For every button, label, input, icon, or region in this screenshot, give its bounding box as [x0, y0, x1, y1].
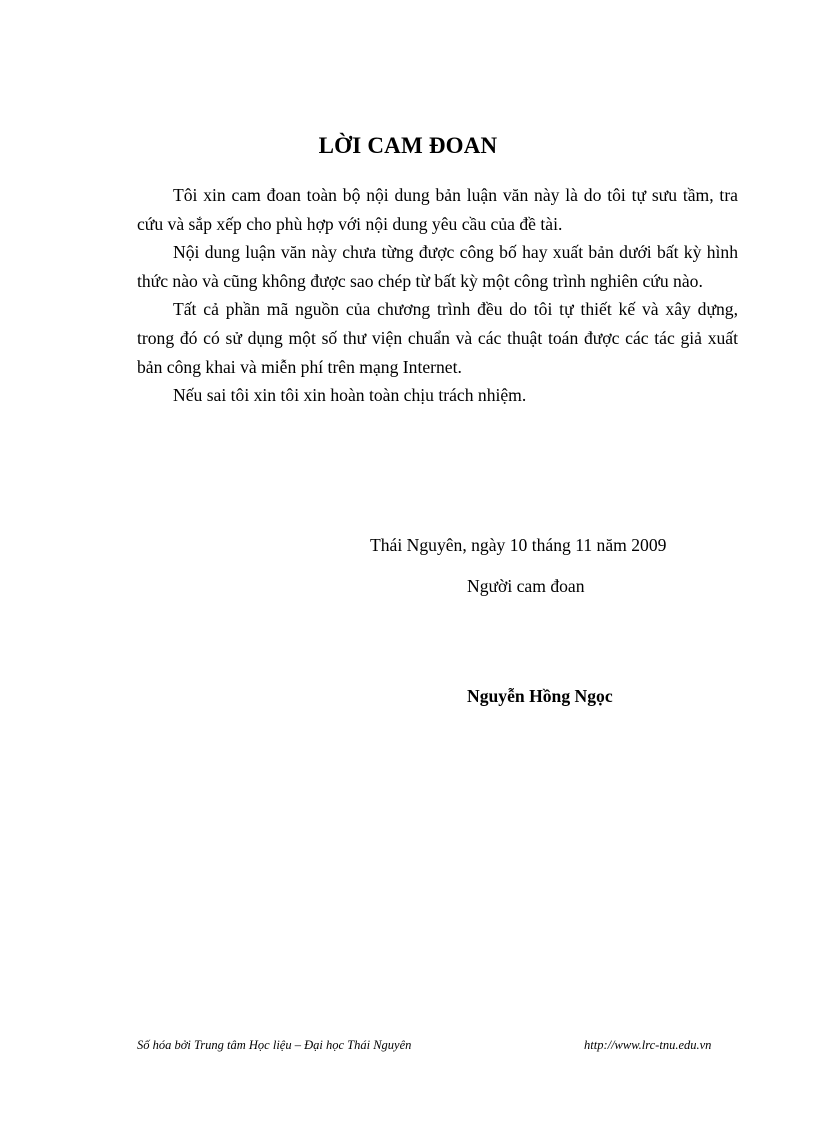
footer-url: http://www.lrc-tnu.edu.vn — [584, 1038, 712, 1052]
footer-credit: Số hóa bởi Trung tâm Học liệu – Đại học Thái Nguyên — [137, 1038, 412, 1052]
signature-role: Người cam đoan — [467, 576, 585, 596]
paragraph-4: Nếu sai tôi xin tôi xin hoàn toàn chịu trách nhiệm. — [173, 385, 527, 406]
paragraph-3: Tất cả phần mã nguồn của chương trình đều do tôi tự thiết kế và xây dựng, trong đó có sử dụng một số thư viện chuẩn và các thuật toán được các tác giả xuất bản công khai và miễn phí trên mạng Internet. — [137, 299, 738, 377]
paragraph-1: Tôi xin cam đoan toàn bộ nội dung bản luận văn này là do tôi tự sưu tầm, tra cứu và sắp xếp cho phù hợp với nội dung yêu cầu của đề tài. — [137, 185, 738, 234]
signature-name: Nguyễn Hồng Ngọc — [467, 686, 613, 706]
signature-place-date: Thái Nguyên, ngày 10 tháng 11 năm 2009 — [370, 535, 667, 555]
page-title: LỜI CAM ĐOAN — [318, 133, 498, 158]
document-body — [137, 181, 738, 410]
paragraph-2: Nội dung luận văn này chưa từng được công bố hay xuất bản dưới bất kỳ hình thức nào và cũng không được sao chép từ bất kỳ một công trình nghiên cứu nào. — [137, 242, 738, 291]
